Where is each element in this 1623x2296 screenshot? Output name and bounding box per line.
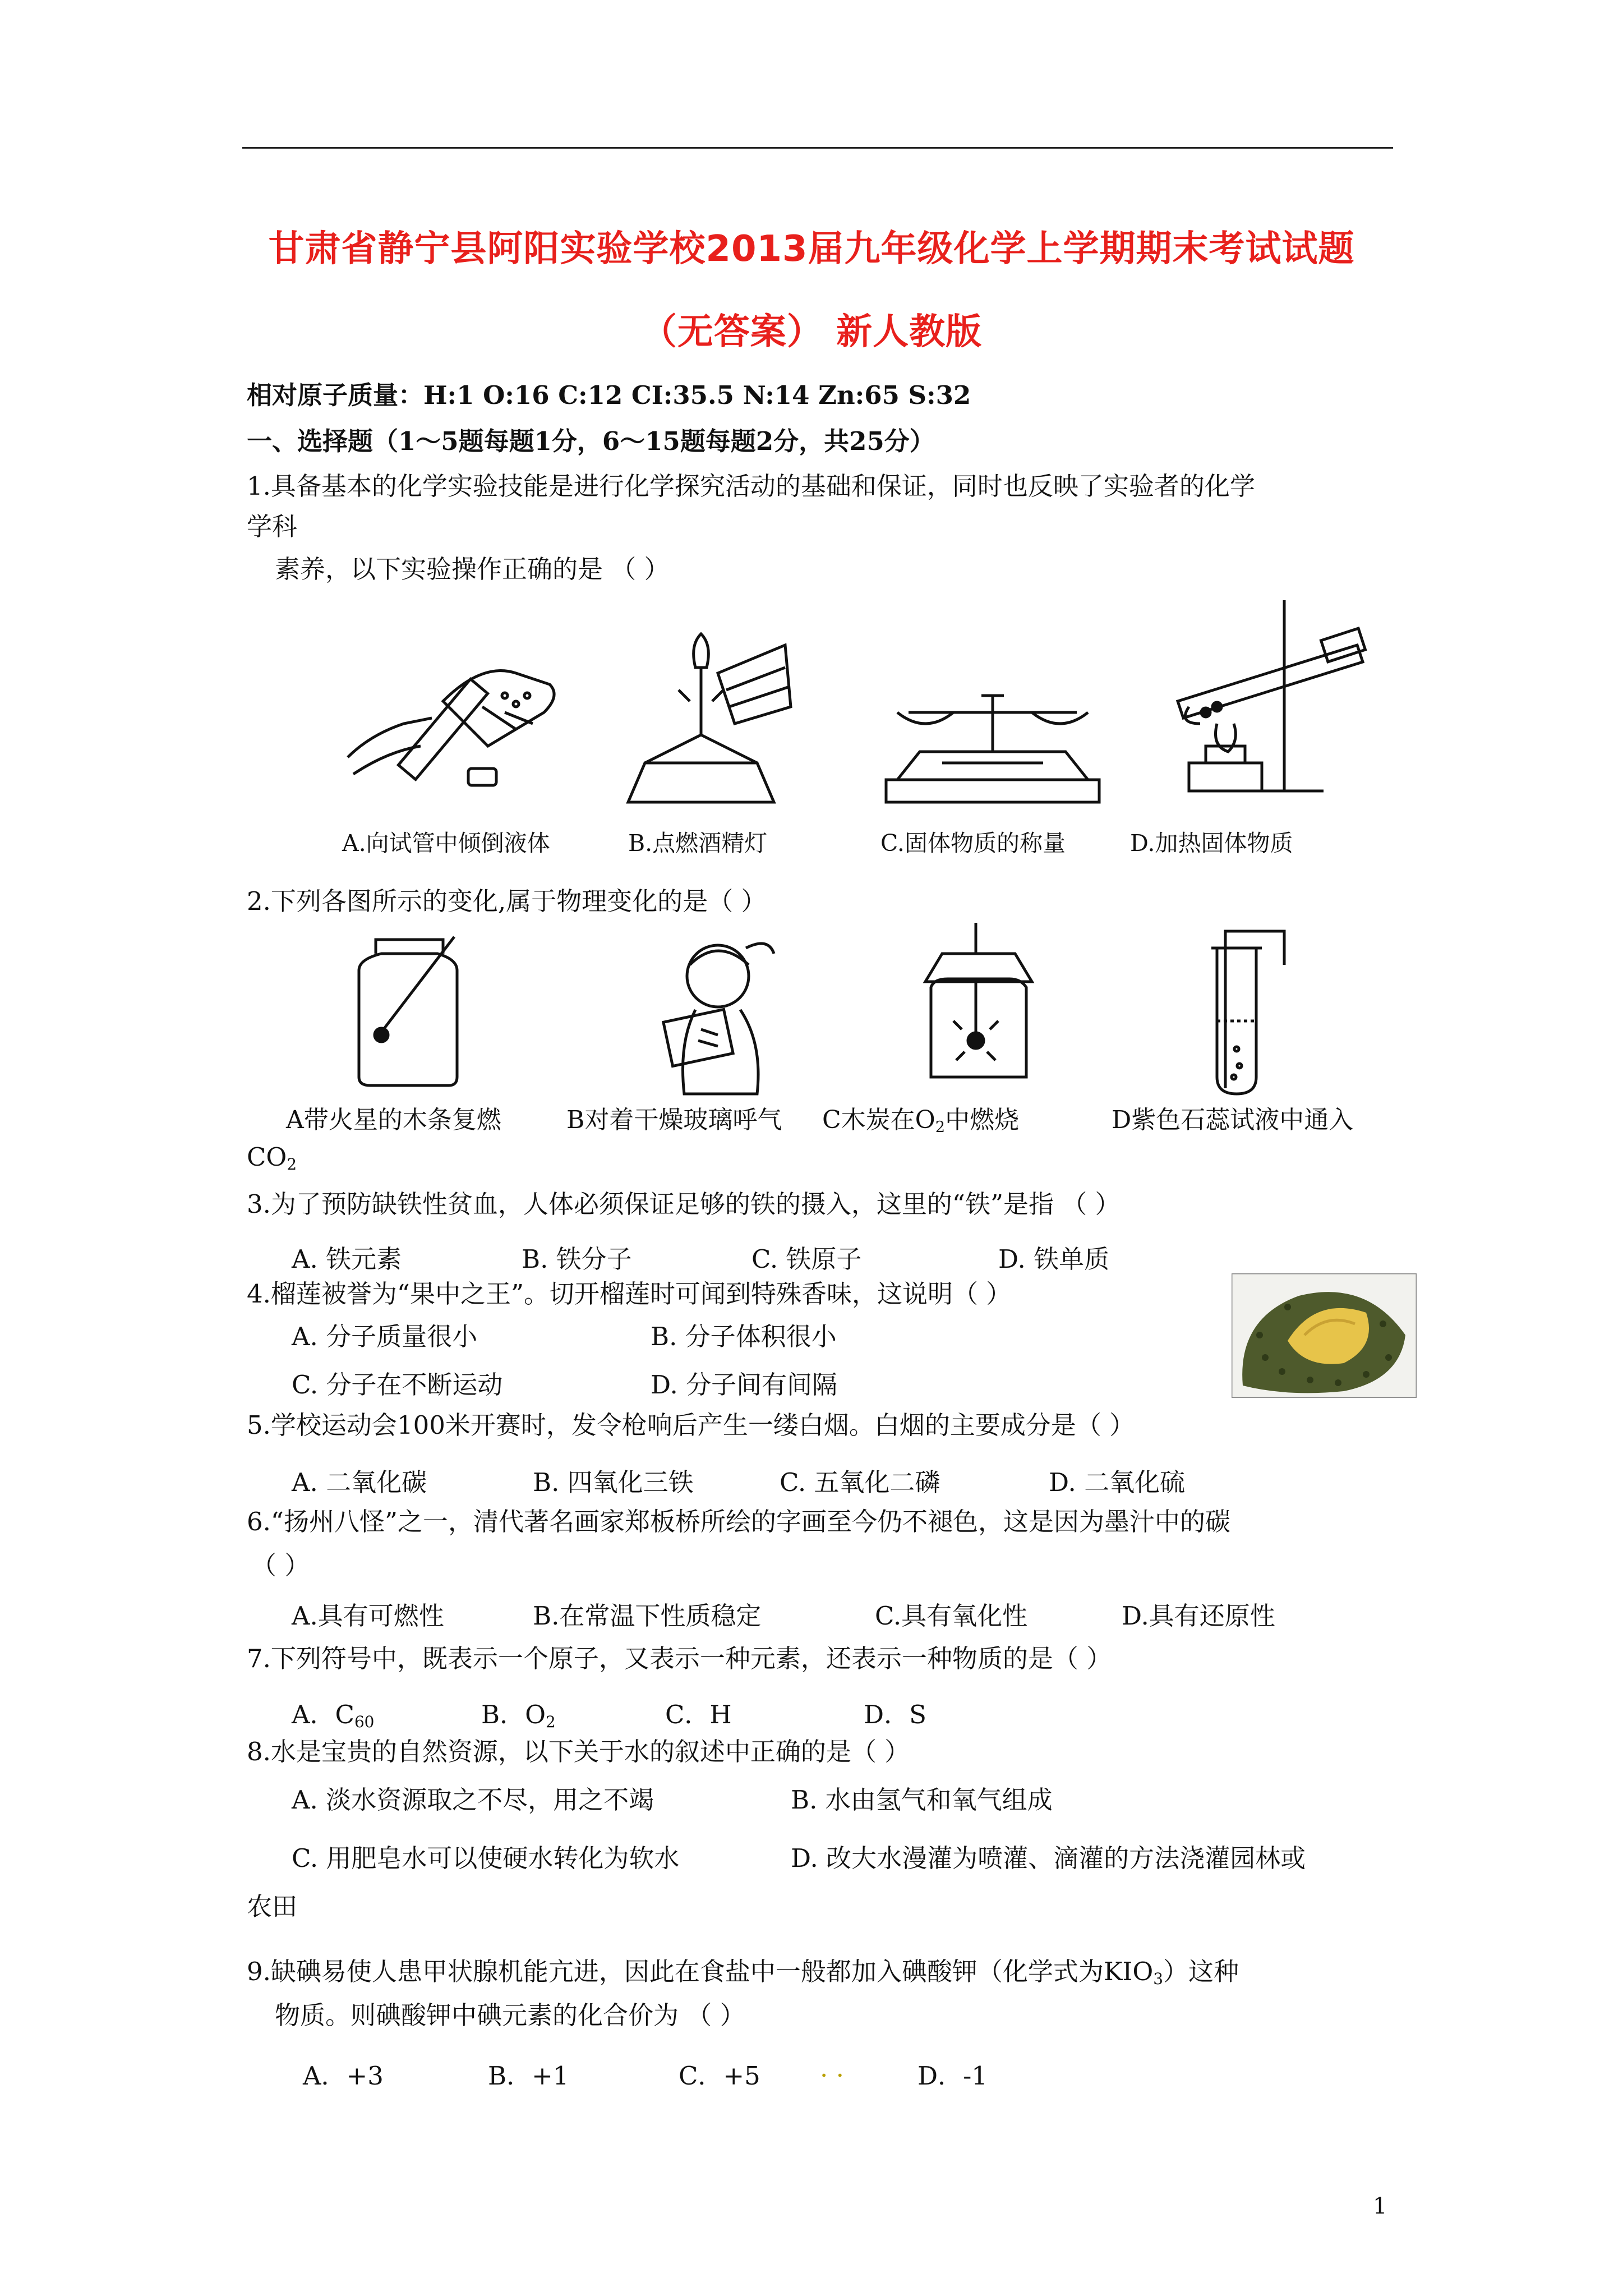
q4-option-b: B. 分子体积很小 [651, 1322, 837, 1351]
q9-stem: 9.缺碘易使人患甲状腺机能亢进，因此在食盐中一般都加入碘酸钾（化学式为$KIO_3$）这种 [247, 1957, 1239, 1988]
q5-stem: 5.学校运动会100米开赛时，发令枪响后产生一缕白烟。白烟的主要成分是（ ） [247, 1410, 1135, 1440]
balance-scale-figure [875, 673, 1110, 808]
q3-stem: 3.为了预防缺铁性贫血，人体必须保证足够的铁的摄入，这里的“铁”是指 （ ） [247, 1189, 1121, 1219]
q6-option-d: D.具有还原性 [1122, 1601, 1275, 1631]
q5-option-c: C. 五氧化二磷 [780, 1467, 940, 1497]
durian-photo [1232, 1273, 1417, 1398]
q9-option-c: C．+5 [679, 2061, 760, 2091]
stray-dots: . . [820, 2053, 844, 2083]
q8-option-d-cont: 农田 [247, 1892, 298, 1921]
q8-option-c: C. 用肥皂水可以使硬水转化为软水 [292, 1843, 680, 1873]
q2-caption-a: A带火星的木条复燃 [286, 1106, 501, 1134]
q8-option-d: D. 改大水漫灌为喷灌、滴灌的方法浇灌园林或 [791, 1843, 1306, 1873]
q7-option-b: B．$O_2$ [481, 1700, 556, 1731]
q7-option-d: D．S [864, 1700, 926, 1729]
q6-paren: （ ） [251, 1550, 310, 1580]
q6-option-b: B.在常温下性质稳定 [533, 1601, 762, 1631]
q1-caption-a: A.向试管中倾倒液体 [342, 830, 550, 857]
q9-stem-line2: 物质。则碘酸钾中碘元素的化合价为 （ ） [275, 2000, 745, 2030]
q1-stem-line2: 学科 [247, 512, 298, 541]
q1-stem-line3: 素养，以下实验操作正确的是 （ ） [275, 554, 670, 584]
q1-caption-c: C.固体物质的称量 [880, 830, 1066, 857]
q6-stem: 6.“扬州八怪”之一，清代著名画家郑板桥所绘的字画至今仍不褪色，这是因为墨汁中的碳 [247, 1507, 1230, 1536]
litmus-test-tube-figure [1206, 920, 1301, 1099]
q6-option-c: C.具有氧化性 [875, 1601, 1028, 1631]
exam-title: 甘肃省静宁县阿阳实验学校2013届九年级化学上学期期末考试试题 [268, 228, 1355, 270]
q2-caption-d: D紫色石蕊试液中通入 [1112, 1106, 1354, 1134]
girl-breathing-figure [645, 931, 791, 1099]
page-number: 1 [1373, 2193, 1387, 2219]
q3-option-b: B. 铁分子 [522, 1244, 632, 1274]
exam-subtitle: （无答案） 新人教版 [640, 311, 983, 353]
q1-caption-d: D.加热固体物质 [1130, 830, 1293, 857]
q9-option-b: B．+1 [488, 2061, 569, 2091]
q3-option-c: C. 铁原子 [751, 1244, 862, 1274]
q7-option-a: A．$C_{60}$ [292, 1700, 375, 1731]
q4-option-a: A. 分子质量很小 [292, 1322, 478, 1351]
atomic-mass-line: 相对原子质量：H:1 O:16 C:12 CI:35.5 N:14 Zn:65 S:32 [247, 380, 971, 410]
q4-stem: 4.榴莲被誉为“果中之王”。切开榴莲时可闻到特殊香味，这说明（ ） [247, 1279, 1012, 1309]
section-heading: 一、选择题（1～5题每题1分，6～15题每题2分，共25分） [247, 426, 935, 456]
q4-option-d: D. 分子间有间隔 [651, 1370, 838, 1400]
q8-stem: 8.水是宝贵的自然资源，以下关于水的叙述中正确的是（ ） [247, 1737, 910, 1766]
q3-option-a: A. 铁元素 [292, 1244, 402, 1274]
q8-option-a: A. 淡水资源取之不尽，用之不竭 [292, 1785, 654, 1815]
glowing-splint-jar-figure [342, 931, 471, 1088]
q5-option-a: A. 二氧化碳 [292, 1467, 427, 1497]
heating-solid-figure [1155, 595, 1391, 797]
header-rule [242, 147, 1393, 149]
q9-option-a: A．+3 [303, 2061, 384, 2091]
q5-option-d: D. 二氧化硫 [1049, 1467, 1186, 1497]
q3-option-d: D. 铁单质 [998, 1244, 1110, 1274]
q2-stem: 2.下列各图所示的变化,属于物理变化的是（ ） [247, 886, 767, 916]
q2-caption-c: C木炭在$O_2$中燃烧 [822, 1106, 1020, 1136]
charcoal-burning-jar-figure [909, 920, 1049, 1088]
q2-caption-d-cont: $CO_2$ [247, 1142, 297, 1174]
q6-option-a: A.具有可燃性 [292, 1601, 444, 1631]
q7-option-c: C．H [665, 1700, 732, 1729]
q5-option-b: B. 四氧化三铁 [533, 1467, 694, 1497]
q2-caption-b: B对着干燥玻璃呼气 [566, 1106, 782, 1134]
q9-option-d: D．-1 [917, 2061, 988, 2091]
pouring-liquid-figure [336, 639, 578, 808]
q8-option-b: B. 水由氢气和氧气组成 [791, 1785, 1053, 1815]
q1-stem-line1: 1.具备基本的化学实验技能是进行化学探究活动的基础和保证，同时也反映了实验者的化学 [247, 471, 1255, 501]
q7-stem: 7.下列符号中，既表示一个原子，又表示一种元素，还表示一种物质的是（ ） [247, 1644, 1112, 1673]
q1-caption-b: B.点燃酒精灯 [628, 830, 768, 857]
alcohol-lamp-figure [606, 623, 796, 813]
q4-option-c: C. 分子在不断运动 [292, 1370, 503, 1400]
